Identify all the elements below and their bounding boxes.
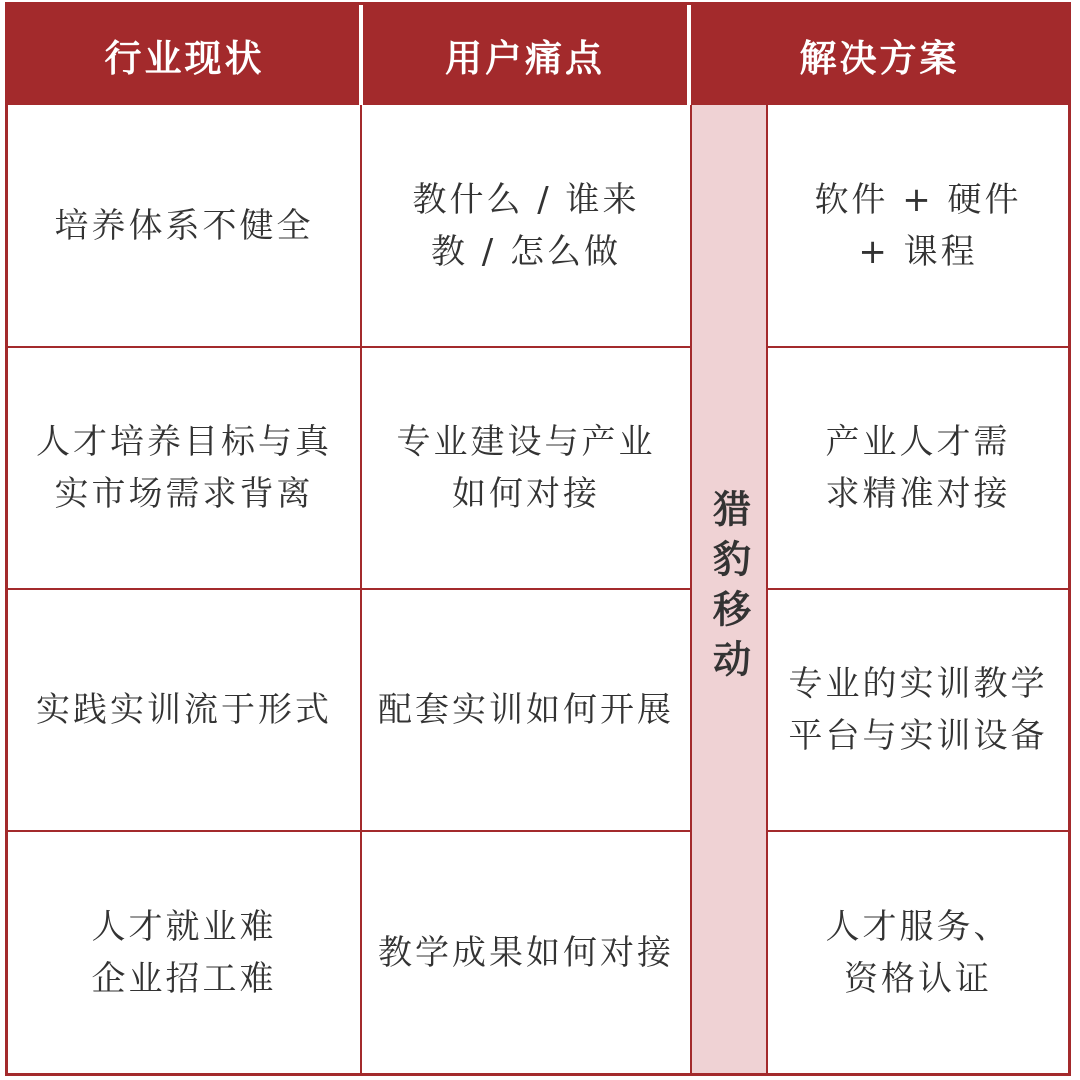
cell-line: 资格认证 bbox=[844, 958, 992, 999]
cell-line: 教什么 / 谁来 bbox=[412, 179, 640, 220]
cell-line: 如何对接 bbox=[452, 474, 600, 514]
cell-line: + 课程 bbox=[858, 231, 978, 272]
cell-line: 教 / 怎么做 bbox=[430, 231, 622, 272]
header-industry-status: 行业现状 bbox=[104, 37, 265, 80]
cell-line: 平台与实训设备 bbox=[788, 716, 1048, 756]
cell-line: 求精准对接 bbox=[825, 474, 1011, 514]
cell-user-pain bbox=[362, 105, 690, 346]
brand-band bbox=[690, 105, 768, 1073]
cell-user-pain bbox=[362, 832, 690, 1073]
cell-solution bbox=[768, 590, 1068, 830]
comparison-table bbox=[5, 2, 1071, 1076]
cell-line: 产业人才需 bbox=[825, 422, 1011, 462]
cell-line: 人才服务、 bbox=[825, 906, 1011, 947]
cell-line: 专业建设与产业 bbox=[396, 422, 656, 462]
cell-industry-status bbox=[8, 832, 360, 1073]
cell-line: 实践实训流于形式 bbox=[36, 690, 332, 730]
cell-line: 人才就业难 bbox=[91, 906, 277, 947]
cell-line: 培养体系不健全 bbox=[54, 205, 314, 246]
cell-line: 企业招工难 bbox=[91, 958, 277, 999]
cell-user-pain bbox=[362, 348, 690, 588]
cell-solution bbox=[768, 105, 1068, 346]
cell-line: 软件 + 硬件 bbox=[814, 179, 1022, 220]
cell-industry-status bbox=[8, 348, 360, 588]
cell-line: 实市场需求背离 bbox=[54, 474, 314, 514]
cell-solution bbox=[768, 832, 1068, 1073]
cell-line: 专业的实训教学 bbox=[788, 664, 1048, 704]
cell-user-pain bbox=[362, 590, 690, 830]
header-user-pain-points: 用户痛点 bbox=[445, 37, 605, 80]
header-solutions: 解决方案 bbox=[799, 37, 960, 80]
brand-name: 猎豹移动 bbox=[706, 489, 751, 689]
cell-industry-status bbox=[8, 590, 360, 830]
cell-line: 教学成果如何对接 bbox=[378, 932, 674, 973]
cell-line: 配套实训如何开展 bbox=[378, 690, 674, 730]
cell-solution bbox=[768, 348, 1068, 588]
cell-industry-status bbox=[8, 105, 360, 346]
table-header bbox=[8, 5, 1068, 105]
cell-line: 人才培养目标与真 bbox=[36, 422, 332, 462]
